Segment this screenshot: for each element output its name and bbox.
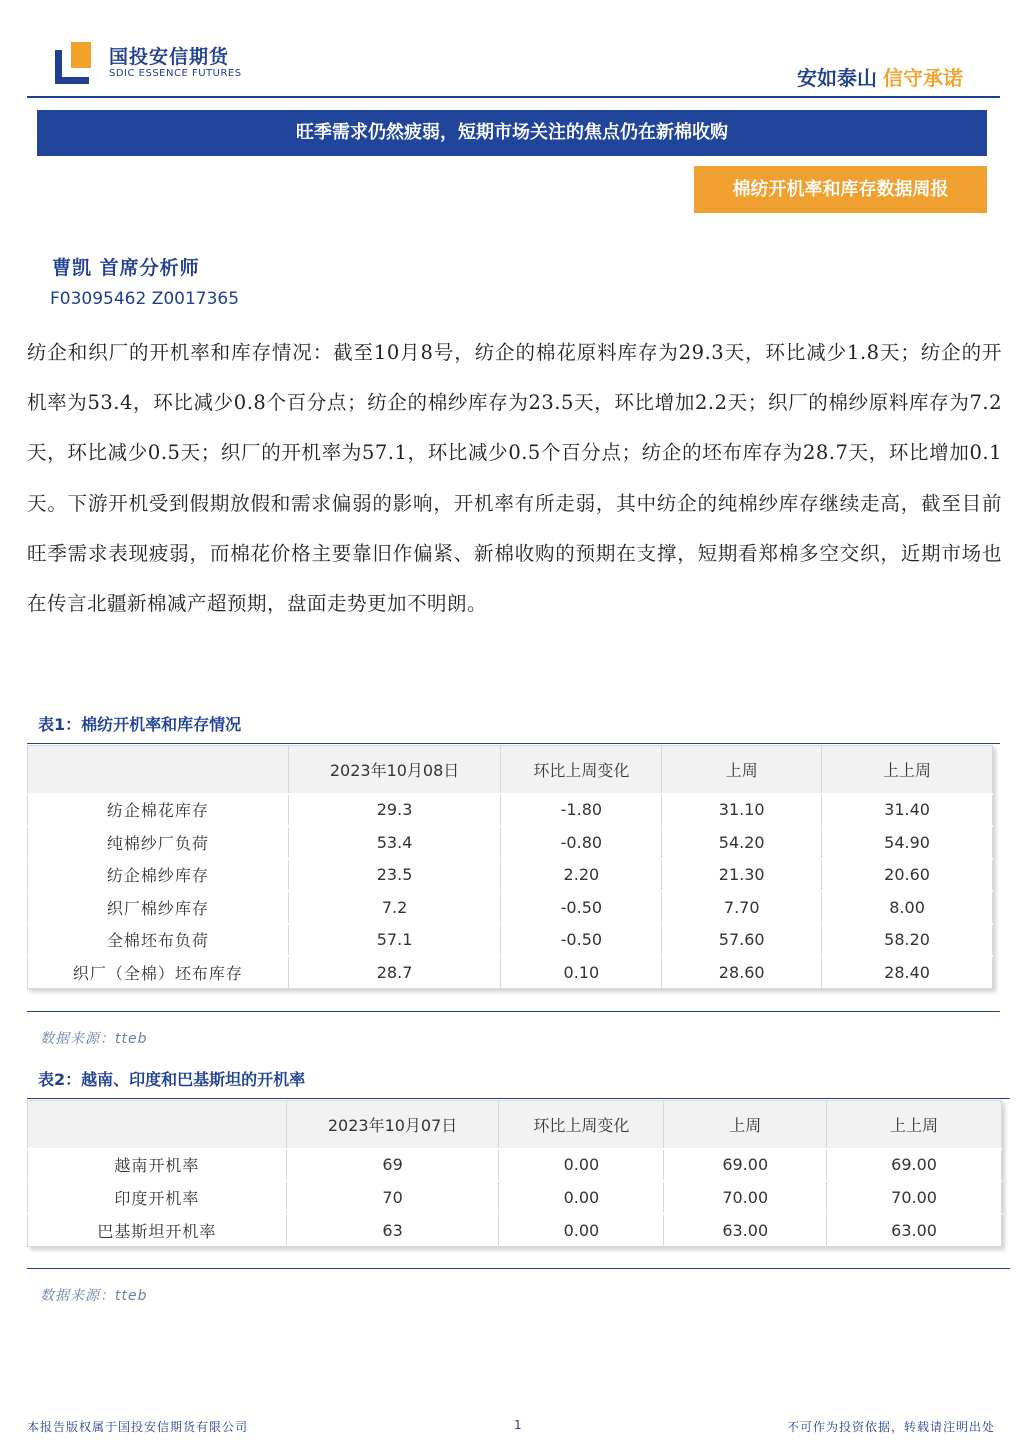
table-cell: 63.00 bbox=[664, 1214, 827, 1247]
table1-bottom-rule bbox=[27, 1011, 1000, 1012]
table-cell: 69 bbox=[286, 1149, 499, 1182]
footer-page-number: 1 bbox=[514, 1418, 523, 1432]
table2-header-cell: 环比上周变化 bbox=[499, 1101, 664, 1149]
table-cell: -0.80 bbox=[501, 826, 662, 859]
table-cell: 2.20 bbox=[501, 859, 662, 892]
row-label: 印度开机率 bbox=[28, 1181, 287, 1214]
table-cell: 63 bbox=[286, 1214, 499, 1247]
table-cell: 58.20 bbox=[822, 924, 993, 957]
analyst-certificates: F03095462 Z0017365 bbox=[50, 289, 240, 309]
table-cell: 70 bbox=[286, 1181, 499, 1214]
table-cell: 70.00 bbox=[664, 1181, 827, 1214]
table2-source: 数据来源：tteb bbox=[40, 1288, 148, 1304]
table-cell: -1.80 bbox=[501, 794, 662, 827]
table1 bbox=[27, 745, 993, 989]
summary-paragraph: 纺企和织厂的开机率和库存情况：截至10月8号，纺企的棉花原料库存为29.3天，环比减少1.8天；纺企的开机率为53.4，环比减少0.8个百分点；纺企的棉纱库存为23.5天，环比增加2.2天；织厂的棉纱原料库存为7.2天，环比减少0.5天；织厂的开机率为57.1，环比减少0.5个百分点；纺企的坯布库存为28.7天，环比增加0.1天。下游开机受到假期放假和需求偏弱的影响，开机率有所走弱，其中纺企的纯棉纱库存继续走高，截至目前旺季需求表现疲弱，而棉花价格主要靠旧作偏紧、新棉收购的预期在支撑，短期看郑棉多空交织，近期市场也在传言北疆新棉减产超预期，盘面走势更加不明朗。 bbox=[27, 341, 1002, 616]
row-label: 纺企棉花库存 bbox=[28, 794, 289, 827]
table-cell: 63.00 bbox=[827, 1214, 1002, 1247]
table-cell: 69.00 bbox=[827, 1149, 1002, 1182]
row-label: 纺企棉纱库存 bbox=[28, 859, 289, 892]
row-label: 织厂棉纱库存 bbox=[28, 891, 289, 924]
table1-top-rule bbox=[27, 743, 1000, 744]
table-row bbox=[28, 826, 993, 859]
slogan-part2: 信守承诺 bbox=[883, 66, 963, 90]
table-row bbox=[28, 924, 993, 957]
slogan bbox=[797, 62, 963, 91]
company-logo bbox=[55, 42, 242, 84]
table-cell: 0.00 bbox=[499, 1214, 664, 1247]
table-row bbox=[28, 891, 993, 924]
table-cell: 57.1 bbox=[288, 924, 501, 957]
table-cell: 28.60 bbox=[662, 956, 822, 989]
table1-header-row bbox=[28, 746, 993, 794]
table2-header-cell: 上周 bbox=[664, 1101, 827, 1149]
report-title: 旺季需求仍然疲弱，短期市场关注的焦点仍在新棉收购 bbox=[37, 110, 987, 156]
table-cell: 23.5 bbox=[288, 859, 501, 892]
table2-top-rule bbox=[27, 1098, 1010, 1099]
slogan-part1: 安如泰山 bbox=[797, 66, 877, 90]
table-row bbox=[28, 1181, 1002, 1214]
table-cell: 8.00 bbox=[822, 891, 993, 924]
table-cell: 54.90 bbox=[822, 826, 993, 859]
table-cell: 69.00 bbox=[664, 1149, 827, 1182]
table1-source: 数据来源：tteb bbox=[40, 1031, 148, 1047]
table1-header-cell: 环比上周变化 bbox=[501, 746, 662, 794]
table1-header-cell: 上上周 bbox=[822, 746, 993, 794]
table-cell: 0.10 bbox=[501, 956, 662, 989]
analyst-name: 曹凯 首席分析师 bbox=[52, 257, 200, 279]
row-label: 纯棉纱厂负荷 bbox=[28, 826, 289, 859]
table1-header-cell bbox=[28, 746, 289, 794]
table-cell: 21.30 bbox=[662, 859, 822, 892]
table2 bbox=[27, 1100, 1002, 1247]
table-cell: 31.10 bbox=[662, 794, 822, 827]
row-label: 越南开机率 bbox=[28, 1149, 287, 1182]
table-cell: 70.00 bbox=[827, 1181, 1002, 1214]
table1-header-cell: 上周 bbox=[662, 746, 822, 794]
table-cell: 54.20 bbox=[662, 826, 822, 859]
table-cell: 0.00 bbox=[499, 1181, 664, 1214]
footer-disclaimer: 不可作为投资依据，转载请注明出处 bbox=[786, 1420, 995, 1434]
table2-header-row bbox=[28, 1101, 1002, 1149]
logo-mark-icon bbox=[55, 42, 99, 84]
footer-copyright: 本报告版权属于国投安信期货有限公司 bbox=[27, 1420, 249, 1434]
table2-title: 表2：越南、印度和巴基斯坦的开机率 bbox=[38, 1070, 306, 1089]
table-cell: 31.40 bbox=[822, 794, 993, 827]
table2-header-cell: 2023年10月07日 bbox=[286, 1101, 499, 1149]
table-cell: 7.70 bbox=[662, 891, 822, 924]
table-cell: 28.7 bbox=[288, 956, 501, 989]
header-divider bbox=[27, 96, 1000, 98]
table-cell: 57.60 bbox=[662, 924, 822, 957]
row-label: 织厂（全棉）坯布库存 bbox=[28, 956, 289, 989]
table-cell: 7.2 bbox=[288, 891, 501, 924]
table1-header-cell: 2023年10月08日 bbox=[288, 746, 501, 794]
table-cell: -0.50 bbox=[501, 924, 662, 957]
logo-name-en: SDIC ESSENCE FUTURES bbox=[109, 68, 242, 79]
row-label: 全棉坯布负荷 bbox=[28, 924, 289, 957]
table-row bbox=[28, 1214, 1002, 1247]
table-cell: 0.00 bbox=[499, 1149, 664, 1182]
table-row bbox=[28, 956, 993, 989]
table-cell: 53.4 bbox=[288, 826, 501, 859]
table2-header-cell: 上上周 bbox=[827, 1101, 1002, 1149]
row-label: 巴基斯坦开机率 bbox=[28, 1214, 287, 1247]
table-cell: 28.40 bbox=[822, 956, 993, 989]
table-row bbox=[28, 859, 993, 892]
logo-name-cn: 国投安信期货 bbox=[109, 46, 230, 68]
report-category-tag: 棉纺开机率和库存数据周报 bbox=[694, 166, 987, 213]
table2-header-cell bbox=[28, 1101, 287, 1149]
table1-title: 表1：棉纺开机率和库存情况 bbox=[38, 715, 242, 734]
table-cell: -0.50 bbox=[501, 891, 662, 924]
table-row bbox=[28, 1149, 1002, 1182]
table-row bbox=[28, 794, 993, 827]
table2-bottom-rule bbox=[27, 1268, 1010, 1269]
table-cell: 20.60 bbox=[822, 859, 993, 892]
table-cell: 29.3 bbox=[288, 794, 501, 827]
